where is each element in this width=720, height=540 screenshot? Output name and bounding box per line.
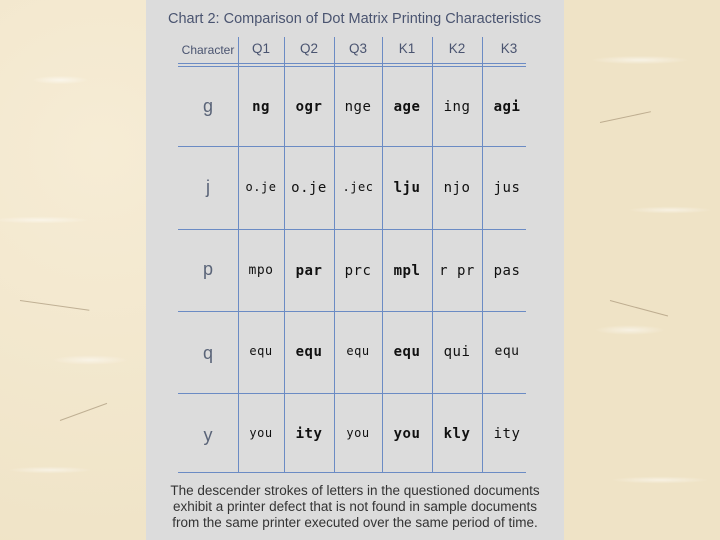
grid-line (178, 393, 526, 394)
row-label-q: q (202, 343, 213, 363)
sample-p-k2: r pr (439, 263, 475, 279)
chart-caption (146, 483, 564, 531)
grid-line (178, 63, 526, 64)
sample-p-q3: prc (344, 263, 372, 279)
sample-q-q3: equ (346, 344, 370, 358)
grid-line (178, 311, 526, 312)
sample-j-k3: jus (493, 180, 521, 196)
grid-line (178, 472, 526, 473)
sample-y-k3: ity (493, 426, 521, 442)
caption-line: from the same printer executed over the same period of time. (172, 515, 538, 530)
sample-y-q1: you (249, 426, 273, 440)
column-header-k3: K3 (500, 41, 518, 56)
sample-j-q2: o.je (291, 180, 327, 196)
sample-p-q2: par (295, 263, 323, 279)
sample-p-k1: mpl (393, 263, 421, 279)
sample-y-k1: you (393, 426, 421, 442)
sample-q-k2: qui (443, 344, 471, 360)
row-label-p: p (202, 259, 213, 279)
sample-g-k3: agi (493, 99, 521, 115)
sample-j-k1: lju (393, 180, 421, 196)
column-header-k1: K1 (398, 41, 416, 56)
paper-fiber (610, 300, 668, 316)
caption-line: The descender strokes of letters in the questioned documents (170, 483, 540, 498)
sample-q-k1: equ (393, 344, 421, 360)
sample-y-q3: you (346, 426, 370, 440)
paper-fiber (600, 111, 651, 123)
sample-q-q1: equ (249, 344, 273, 358)
sample-j-q1: o.je (245, 180, 277, 194)
column-header-k2: K2 (448, 41, 466, 56)
sample-q-q2: equ (295, 344, 323, 360)
row-label-j: j (206, 177, 210, 197)
sample-g-q3: nge (344, 99, 372, 115)
sample-g-k1: age (393, 99, 421, 115)
grid-line (178, 146, 526, 147)
column-header-q1: Q1 (251, 41, 270, 56)
sample-y-q2: ity (295, 426, 323, 442)
caption-line: exhibit a printer defect that is not found in sample documents (173, 499, 537, 514)
column-header-q3: Q3 (348, 41, 367, 56)
sample-y-k2: kly (443, 426, 471, 442)
sample-j-q3: .jec (342, 180, 374, 194)
row-label-y: y (203, 425, 213, 445)
chart-title: Chart 2: Comparison of Dot Matrix Printing Characteristics (168, 11, 542, 27)
column-header-character: Character (181, 43, 235, 57)
sample-p-k3: pas (493, 263, 521, 279)
column-header-q2: Q2 (299, 41, 318, 56)
sample-j-k2: njo (443, 180, 471, 196)
grid-line (178, 66, 526, 67)
paper-fiber (60, 403, 107, 421)
sample-g-k2: ing (443, 99, 471, 115)
sample-q-k3: equ (494, 344, 520, 359)
sample-p-q1: mpo (248, 263, 274, 278)
paper-fiber (20, 300, 89, 311)
sample-g-q1: ng (252, 99, 270, 115)
sample-g-q2: ogr (295, 99, 323, 115)
grid-line (178, 229, 526, 230)
row-label-g: g (202, 96, 213, 116)
